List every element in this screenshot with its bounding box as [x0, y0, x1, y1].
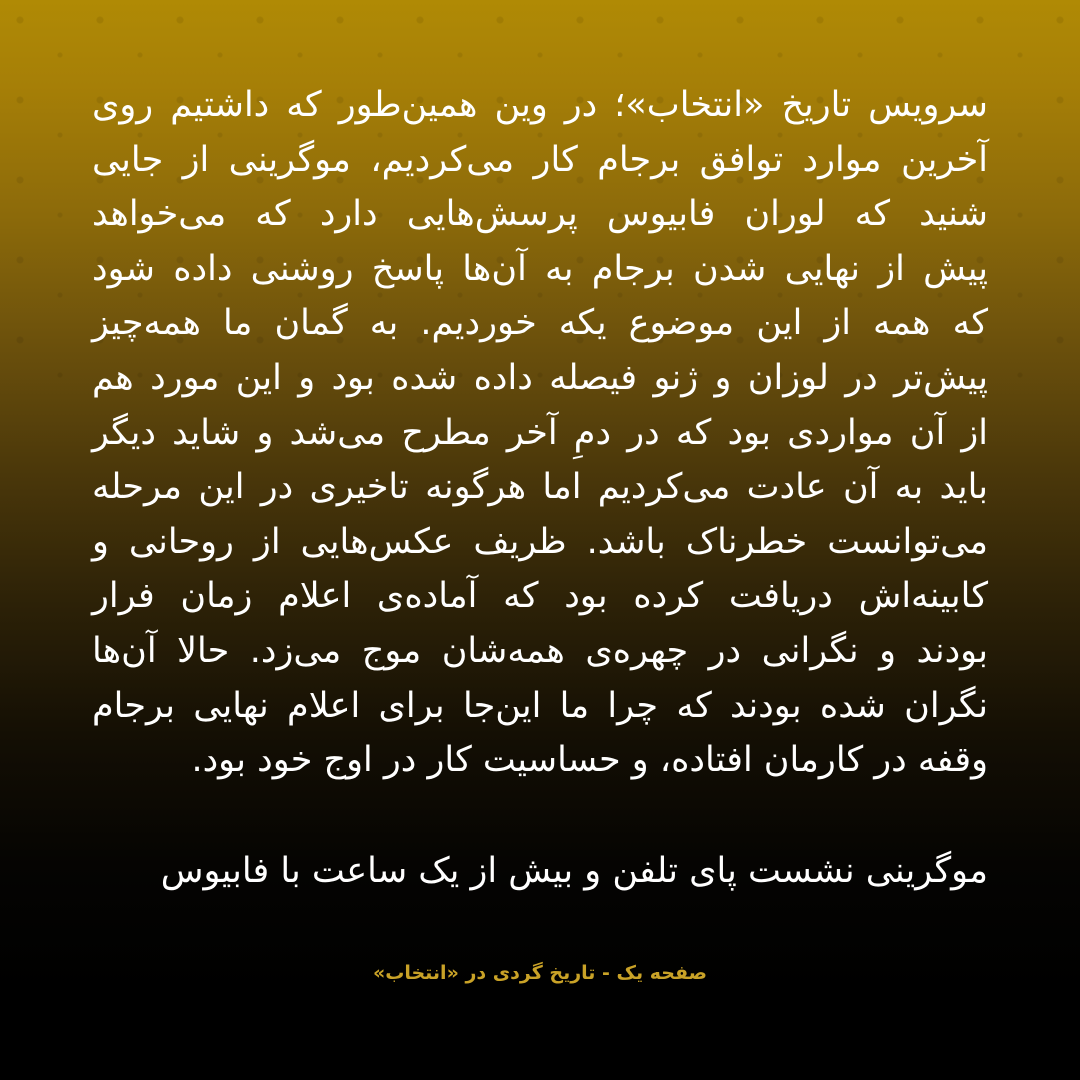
story-line-8: باید به آن عادت می‌کردیم اما هرگونه تاخیری در این مرحله	[92, 467, 988, 508]
story-line-4: پیش از نهایی شدن برجام به آن‌ها پاسخ روشنی داده شود	[92, 248, 988, 289]
story-line-10: کابینه‌اش دریافت کرده بود که آماده‌ی اعلام زمان فرار	[92, 576, 988, 617]
paragraph-gap	[92, 788, 988, 844]
story-line-9: می‌توانست خطرناک باشد. ظریف عکس‌هایی از روحانی و	[92, 521, 988, 562]
story-line-7: از آن مواردی بود که در دمِ آخر مطرح می‌شد و شاید دیگر	[92, 412, 988, 453]
first-paragraph	[92, 78, 988, 788]
story-line-2: آخرین موارد توافق برجام کار می‌کردیم، موگرینی از جایی	[92, 139, 988, 180]
second-paragraph	[92, 844, 988, 899]
story-line-12: نگران شده بودند که چرا ما این‌جا برای اعلام نهایی برجام	[92, 685, 988, 726]
story-text	[92, 78, 988, 898]
page-footer-caption: صفحه یک - تاریخ گردی در «انتخاب»	[372, 962, 708, 984]
story-line-13: وقفه در کارمان افتاده، و حساسیت کار در اوج خود بود.	[191, 740, 988, 781]
story-line-1: سرویس تاریخ «انتخاب»؛ در وین همین‌طور که داشتیم روی	[92, 85, 988, 125]
story-line-14: موگرینی نشست پای تلفن و بیش از یک ساعت با فابیوس	[160, 850, 988, 891]
story-line-5: که همه از این موضوع یکه خوردیم. به گمان ما همه‌چیز	[92, 303, 988, 344]
story-line-6: پیش‌تر در لوزان و ژنو فیصله داده شده بود و این مورد هم	[92, 357, 988, 398]
story-line-11: بودند و نگرانی در چهره‌ی همه‌شان موج می‌زد. حالا آن‌ها	[92, 630, 988, 671]
story-line-3: شنید که لوران فابیوس پرسش‌هایی دارد که می‌خواهد	[92, 194, 988, 235]
